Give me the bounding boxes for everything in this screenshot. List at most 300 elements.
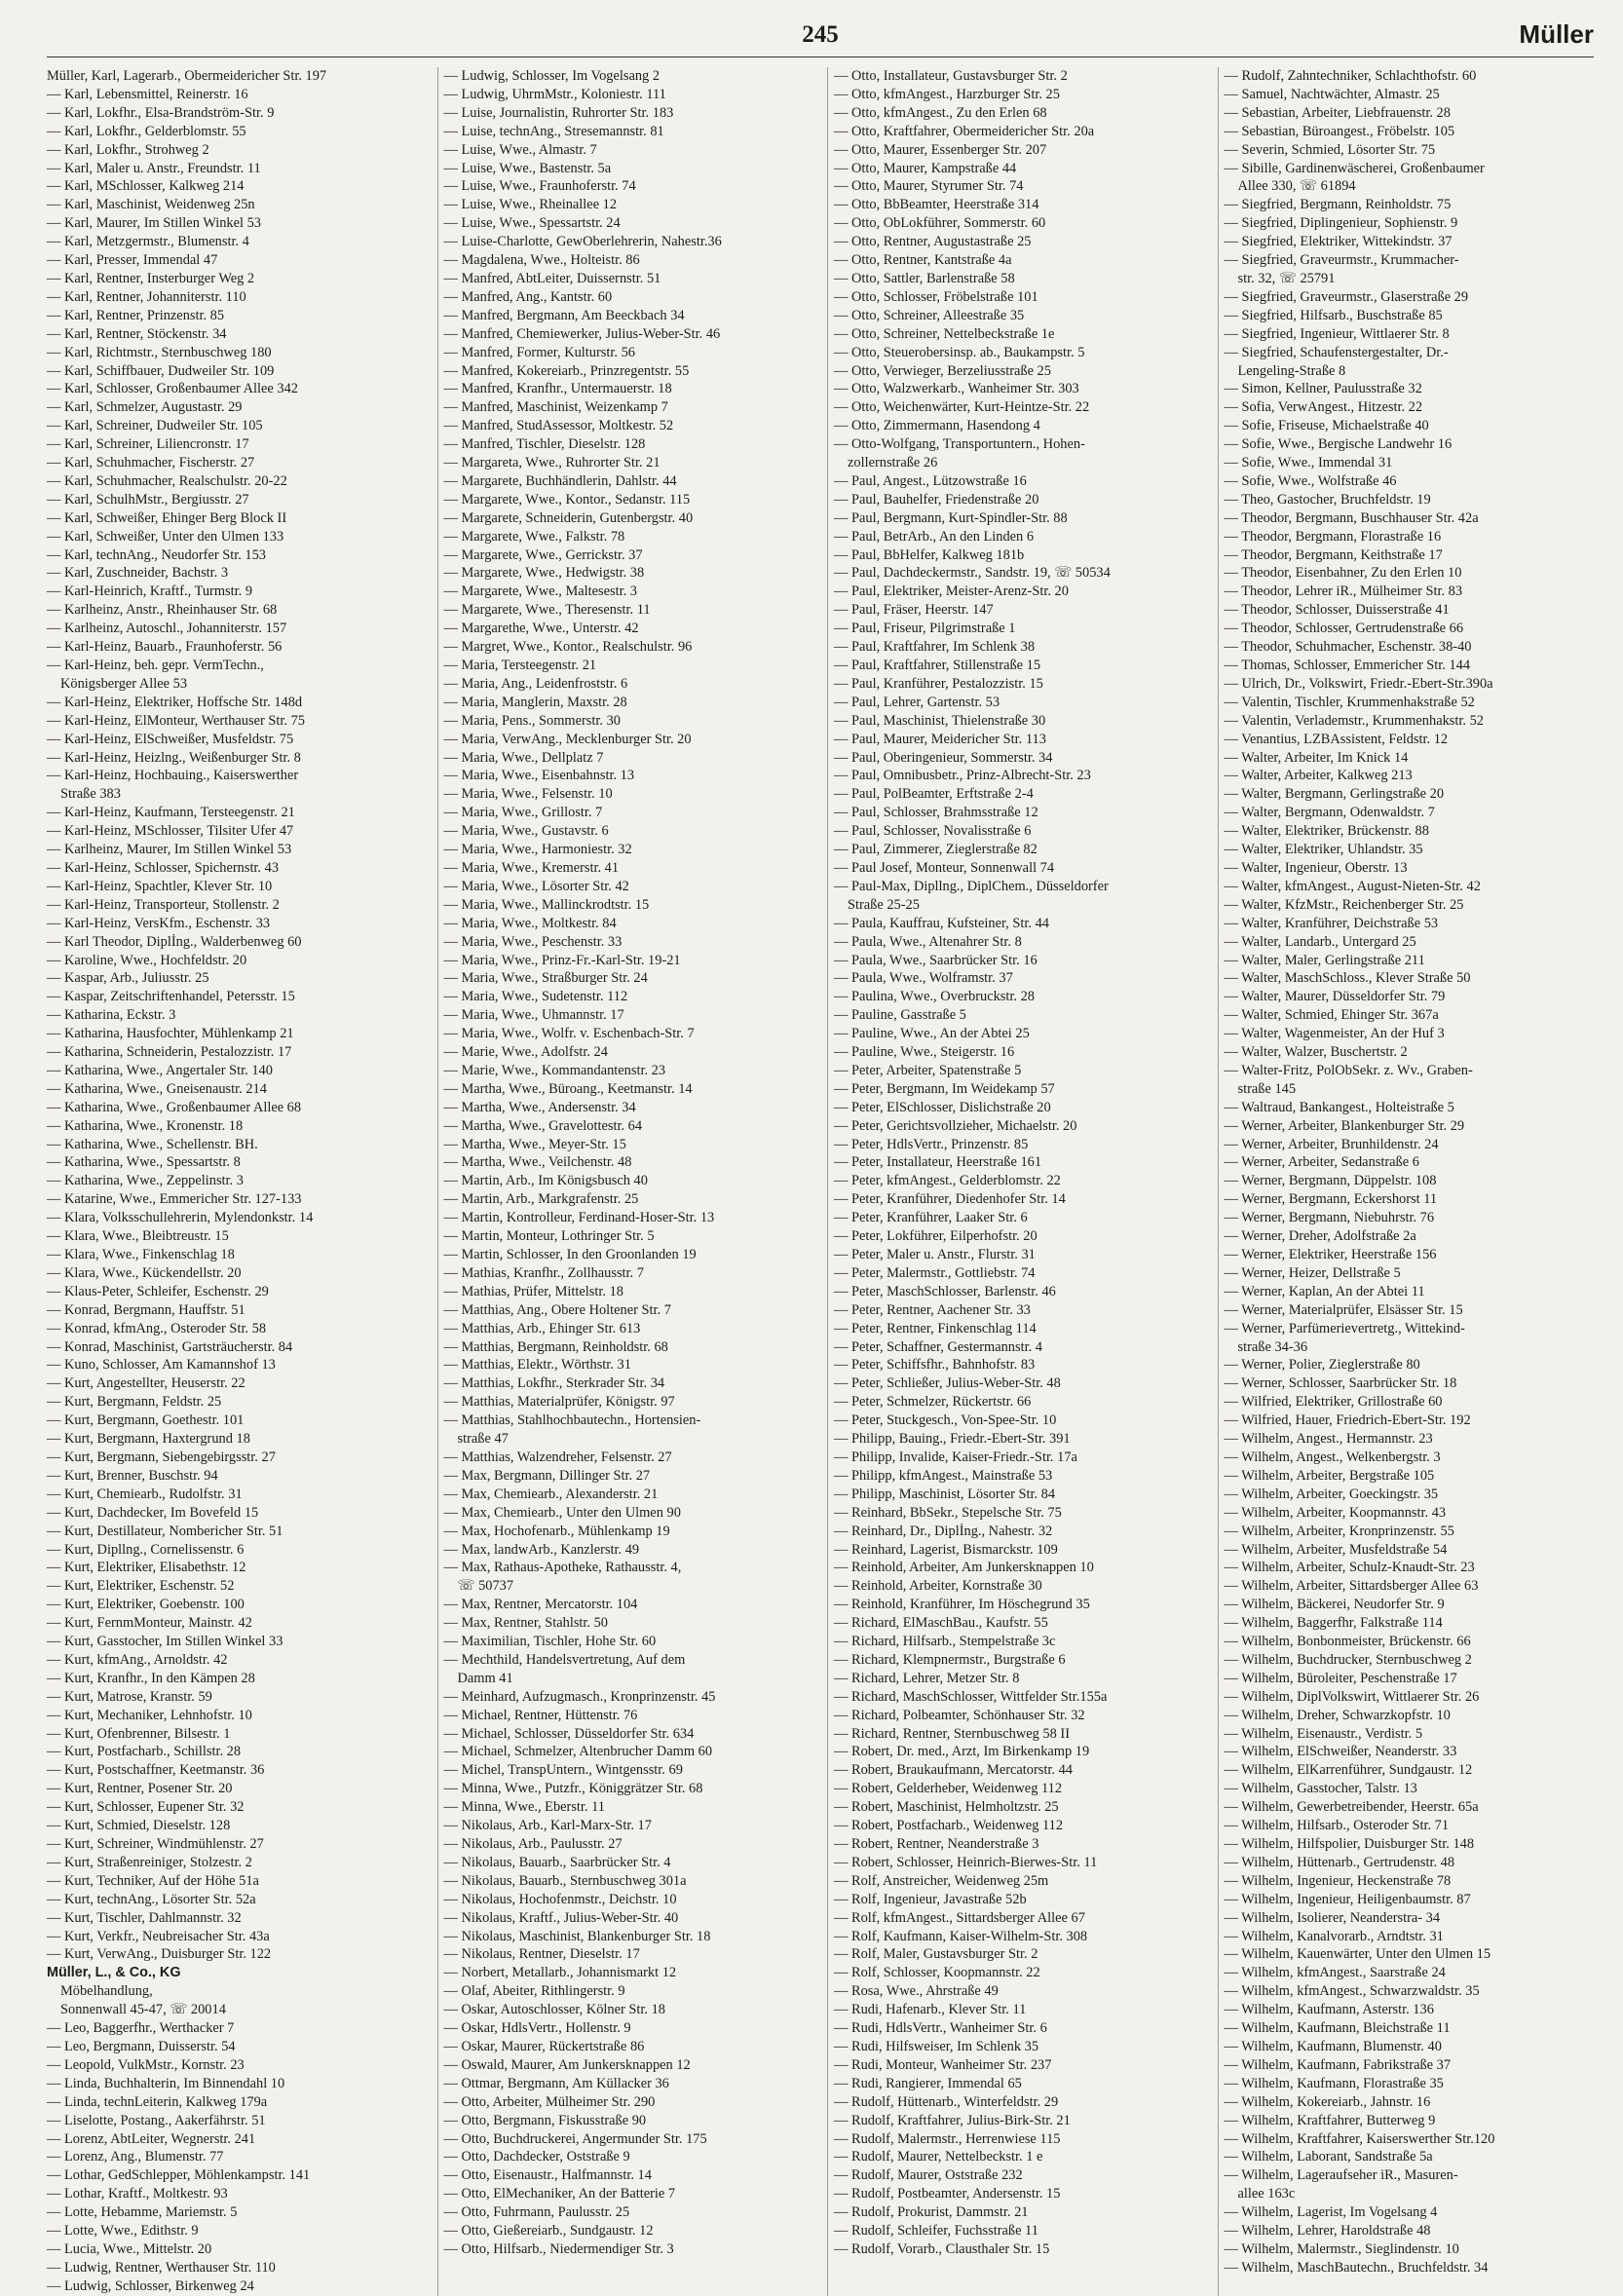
directory-entry: — Peter, Installateur, Heerstraße 161 <box>834 1154 1042 1171</box>
directory-entry: — Pauline, Wwe., An der Abtei 25 <box>834 1026 1030 1042</box>
directory-entry: — Ulrich, Dr., Volkswirt, Friedr.-Ebert-Str.390a <box>1224 675 1493 692</box>
directory-entry: — Reinhard, Lagerist, Bismarckstr. 109 <box>834 1541 1058 1558</box>
entry-continuation: Damm 41 <box>457 1670 513 1686</box>
directory-entry: — Kurt, Angestellter, Heuserstr. 22 <box>47 1375 245 1392</box>
directory-entry: — Peter, Rentner, Aachener Str. 33 <box>834 1301 1031 1318</box>
directory-entry: — Kurt, Destillateur, Nombericher Str. 51 <box>47 1523 283 1539</box>
directory-entry: — Wilfried, Hauer, Friedrich-Ebert-Str. 192 <box>1224 1412 1471 1429</box>
directory-entry: — Wilfried, Elektriker, Grillostraße 60 <box>1224 1394 1443 1411</box>
directory-entry: — Peter, Stuckgesch., Von-Spee-Str. 10 <box>834 1412 1057 1429</box>
directory-entry: — Oskar, Autoschlosser, Kölner Str. 18 <box>443 2002 665 2018</box>
entry-continuation: allee 163c <box>1237 2186 1296 2202</box>
running-head: Müller <box>1519 19 1594 49</box>
directory-entry: — Martha, Wwe., Büroang., Keetmanstr. 14 <box>443 1080 693 1097</box>
directory-entry: — Robert, Rentner, Neanderstraße 3 <box>834 1836 1039 1852</box>
directory-entry: — Karl, Schuhmacher, Fischerstr. 27 <box>47 455 255 471</box>
directory-entry: — Wilhelm, Malermstr., Sieglindenstr. 10 <box>1224 2240 1459 2257</box>
directory-entry: — Kurt, Techniker, Auf der Höhe 51a <box>47 1872 259 1889</box>
directory-entry: — Rudolf, Hüttenarb., Winterfeldstr. 29 <box>834 2093 1059 2110</box>
directory-entry: — Walter, Maler, Gerlingstraße 211 <box>1224 952 1425 968</box>
directory-entry: — Kurt, Postfacharb., Schillstr. 28 <box>47 1744 242 1760</box>
directory-entry: — Karoline, Wwe., Hochfeldstr. 20 <box>47 952 247 968</box>
directory-entry: — Siegfried, Graveurmstr., Krummacher- <box>1224 252 1459 269</box>
directory-entry: — Nikolaus, Maschinist, Blankenburger Str. 18 <box>443 1928 711 1944</box>
directory-entry: — Martin, Kontrolleur, Ferdinand-Hoser-Str. 13 <box>443 1210 715 1226</box>
directory-entry: — Klara, Wwe., Finkenschlag 18 <box>47 1247 235 1262</box>
directory-entry: — Wilhelm, Laborant, Sandstraße 5a <box>1224 2149 1433 2165</box>
directory-entry: — Paul, BetrArb., An den Linden 6 <box>834 528 1035 545</box>
entry-continuation: Straße 25-25 <box>848 896 920 913</box>
directory-entry: — Katharina, Wwe., Zeppelinstr. 3 <box>47 1173 244 1189</box>
directory-entry: — Theodor, Lehrer iR., Mülheimer Str. 83 <box>1224 583 1463 600</box>
directory-entry: — Luise-Charlotte, GewOberlehrerin, Nahestr.36 <box>443 234 722 250</box>
directory-entry: — Max, Chemiearb., Alexanderstr. 21 <box>443 1486 659 1502</box>
directory-entry: — Richard, ElMaschBau., Kaufstr. 55 <box>834 1615 1048 1632</box>
directory-entry: — Wilhelm, kfmAngest., Saarstraße 24 <box>1224 1965 1446 1981</box>
directory-entry: — Otto, Sattler, Barlenstraße 58 <box>834 270 1015 286</box>
directory-entry: — Paul, Kraftfahrer, Im Schlenk 38 <box>834 639 1036 656</box>
directory-entry: — Nikolaus, Hochofenmstr., Deichstr. 10 <box>443 1891 677 1907</box>
directory-entry: — Rosa, Wwe., Ahrstraße 49 <box>834 1983 999 2000</box>
directory-entry: — Kurt, Elektriker, Elisabethstr. 12 <box>47 1560 246 1576</box>
directory-entry: — Rolf, Kaufmann, Kaiser-Wilhelm-Str. 308 <box>834 1928 1088 1944</box>
directory-entry: — Richard, Polbeamter, Schönhauser Str. 32 <box>834 1707 1085 1723</box>
directory-entry: — Konrad, kfmAng., Osteroder Str. 58 <box>47 1320 267 1336</box>
page-number: 245 <box>802 21 839 48</box>
directory-entry: — Kurt, Tischler, Dahlmannstr. 32 <box>47 1909 242 1926</box>
directory-entry: — Oskar, HdlsVertr., Hollenstr. 9 <box>443 2020 631 2037</box>
directory-entry: — Karl, Lokfhr., Strohweg 2 <box>47 141 209 158</box>
directory-entry: — Maria, VerwAng., Mecklenburger Str. 20 <box>443 731 692 747</box>
entry-continuation: zollernstraße 26 <box>848 455 938 471</box>
directory-entry: — Karl, Lokfhr., Gelderblomstr. 55 <box>47 123 246 139</box>
directory-entry: — Paula, Wwe., Altenahrer Str. 8 <box>834 933 1022 950</box>
directory-entry: — Theodor, Eisenbahner, Zu den Erlen 10 <box>1224 565 1462 582</box>
directory-entry: — Karl-Heinz, ElMonteur, Werthauser Str. 75 <box>47 712 305 729</box>
directory-entry: — Peter, Schaffner, Gestermannstr. 4 <box>834 1338 1042 1355</box>
directory-entry: — Margarete, Wwe., Falkstr. 78 <box>443 528 625 545</box>
directory-entry: — Karl, MSchlosser, Kalkweg 214 <box>47 178 245 195</box>
directory-entry: — Walter, Maurer, Düsseldorfer Str. 79 <box>1224 989 1446 1005</box>
directory-entry: — Kurt, Schmied, Dieselstr. 128 <box>47 1818 231 1834</box>
directory-entry: — Wilhelm, Kaufmann, Florastraße 35 <box>1224 2075 1444 2091</box>
directory-entry: — Manfred, Ang., Kantstr. 60 <box>443 288 613 305</box>
directory-entry: — Wilhelm, Lageraufseher iR., Masuren- <box>1224 2167 1458 2184</box>
directory-entry: — Maria, Wwe., Gustavstr. 6 <box>443 823 609 840</box>
directory-entry: — Karl-Heinz, beh. gepr. VermTechn., <box>47 658 264 673</box>
directory-entry: — Rudi, Hilfsweiser, Im Schlenk 35 <box>834 2038 1039 2054</box>
directory-page <box>47 19 1594 2294</box>
directory-entry: — Luise, Wwe., Almastr. 7 <box>443 141 597 158</box>
directory-entry: — Wilhelm, kfmAngest., Schwarzwaldstr. 35 <box>1224 1983 1480 2000</box>
directory-entry: — Philipp, Maschinist, Lösorter Str. 84 <box>834 1486 1056 1502</box>
directory-entry: — Paul, Angest., Lützowstraße 16 <box>834 472 1027 489</box>
directory-entry: — Thomas, Schlosser, Emmericher Str. 144 <box>1224 658 1471 673</box>
directory-entry: — Otto, Maurer, Essenberger Str. 207 <box>834 141 1047 158</box>
directory-entry: — Paula, Kauffrau, Kufsteiner, Str. 44 <box>834 915 1049 931</box>
directory-entry: — Karl-Heinz, ElSchweißer, Musfeldstr. 75 <box>47 731 294 747</box>
directory-entry: — Simon, Kellner, Paulusstraße 32 <box>1224 381 1422 397</box>
directory-entry: — Walter, Elektriker, Uhlandstr. 35 <box>1224 842 1423 858</box>
directory-entry: — Kurt, VerwAng., Duisburger Str. 122 <box>47 1946 272 1963</box>
directory-entry: — Walter, Arbeiter, Kalkweg 213 <box>1224 768 1413 784</box>
directory-entry: — Werner, Bergmann, Eckershorst 11 <box>1224 1191 1438 1208</box>
directory-entry: — Kurt, Bergmann, Siebengebirgsstr. 27 <box>47 1449 276 1465</box>
directory-entry: — Theodor, Schuhmacher, Eschenstr. 38-40 <box>1224 639 1472 656</box>
directory-entry: — Kaspar, Zeitschriftenhandel, Petersstr. 15 <box>47 989 295 1005</box>
directory-entry: — Rolf, Maler, Gustavsburger Str. 2 <box>834 1946 1038 1963</box>
directory-entry: — Nikolaus, Bauarb., Sternbuschweg 301a <box>443 1872 687 1889</box>
directory-entry: — Otto, Rentner, Kantstraße 4a <box>834 252 1012 269</box>
directory-entry: — Manfred, Kranfhr., Untermauerstr. 18 <box>443 381 672 397</box>
directory-entry: — Otto, Schreiner, Alleestraße 35 <box>834 307 1025 323</box>
directory-entry: — Siegfried, Hilfsarb., Buschstraße 85 <box>1224 307 1443 323</box>
directory-entry: — Paul, Kranführer, Pestalozzistr. 15 <box>834 675 1043 692</box>
directory-entry: — Robert, Schlosser, Heinrich-Bierwes-Str. 11 <box>834 1854 1098 1870</box>
directory-entry: — Karl-Heinz, MSchlosser, Tilsiter Ufer 47 <box>47 823 294 840</box>
directory-entry: — Kurt, Bergmann, Goethestr. 101 <box>47 1412 245 1429</box>
directory-entry: — Paul Josef, Monteur, Sonnenwall 74 <box>834 859 1055 876</box>
directory-entry: — Werner, Schlosser, Saarbrücker Str. 18 <box>1224 1375 1457 1392</box>
directory-entry: — Rudolf, Postbeamter, Andersenstr. 15 <box>834 2186 1061 2202</box>
directory-entry: — Karl, technAng., Neudorfer Str. 153 <box>47 546 267 563</box>
entry-continuation: Möbelhandlung, <box>60 1983 153 2000</box>
directory-entry: — Theodor, Bergmann, Florastraße 16 <box>1224 528 1442 545</box>
directory-entry: — Wilhelm, Angest., Welkenbergstr. 3 <box>1224 1449 1441 1465</box>
directory-entry: — Luise, Wwe., Rheinallee 12 <box>443 197 618 213</box>
directory-entry: — Peter, ElSchlosser, Dislichstraße 20 <box>834 1099 1051 1115</box>
directory-entry: — Kurt, Verkfr., Neubreisacher Str. 43a <box>47 1928 270 1944</box>
directory-entry: — Maria, Wwe., Harmoniestr. 32 <box>443 842 632 858</box>
directory-entry: — Kurt, Dipllng., Cornelissenstr. 6 <box>47 1541 245 1558</box>
directory-entry: — Luise, technAng., Stresemannstr. 81 <box>443 123 664 139</box>
directory-entry: — Max, Chemiearb., Unter den Ulmen 90 <box>443 1504 681 1521</box>
directory-entry: — Maria, Wwe., Wolfr. v. Eschenbach-Str. 7 <box>443 1026 695 1042</box>
directory-entry: — Rolf, Schlosser, Koopmannstr. 22 <box>834 1965 1040 1981</box>
directory-entry: — Katharina, Wwe., Gneisenaustr. 214 <box>47 1080 267 1097</box>
directory-entry: — Katharina, Wwe., Spessartstr. 8 <box>47 1154 241 1171</box>
directory-entry: — Werner, Dreher, Adolfstraße 2a <box>1224 1228 1416 1245</box>
directory-entry: — Siegfried, Elektriker, Wittekindstr. 37 <box>1224 234 1453 250</box>
directory-entry: — Ludwig, Schlosser, Im Vogelsang 2 <box>443 68 661 84</box>
directory-entry: — Samuel, Nachtwächter, Almastr. 25 <box>1224 86 1440 102</box>
directory-entry: — Wilhelm, Kaufmann, Fabrikstraße 37 <box>1224 2056 1452 2073</box>
directory-entry: — Otto, Weichenwärter, Kurt-Heintze-Str. 22 <box>834 399 1090 416</box>
directory-entry: — Wilhelm, Hüttenarb., Gertrudenstr. 48 <box>1224 1854 1455 1870</box>
directory-entry: — Walter, Arbeiter, Im Knick 14 <box>1224 749 1409 766</box>
directory-entry: — Paul, Kraftfahrer, Stillenstraße 15 <box>834 658 1041 673</box>
directory-entry: — Paul, Friseur, Pilgrimstraße 1 <box>834 621 1016 637</box>
directory-entry: — Paul, Bergmann, Kurt-Spindler-Str. 88 <box>834 509 1068 526</box>
directory-entry: — Lotte, Wwe., Edithstr. 9 <box>47 2223 199 2240</box>
directory-entry: — Margret, Wwe., Kontor., Realschulstr. 96 <box>443 639 693 656</box>
directory-entry: — Nikolaus, Arb., Karl-Marx-Str. 17 <box>443 1818 652 1834</box>
directory-entry: — Otto, Dachdecker, Oststraße 9 <box>443 2149 630 2165</box>
directory-entry: — Lotte, Hebamme, Mariemstr. 5 <box>47 2204 238 2221</box>
directory-entry: — Walter, Bergmann, Gerlingstraße 20 <box>1224 786 1445 803</box>
directory-entry: — Karl-Heinz, Schlosser, Spichernstr. 43 <box>47 859 280 876</box>
entry-continuation: ☏ 50737 <box>457 1578 514 1595</box>
directory-entry: — Luise, Journalistin, Ruhrorter Str. 183 <box>443 104 674 121</box>
directory-entry: — Wilhelm, Büroleiter, Peschenstraße 17 <box>1224 1670 1457 1686</box>
directory-entry: — Matthias, Elektr., Wörthstr. 31 <box>443 1357 631 1374</box>
directory-entry: — Wilhelm, Kokereiarb., Jahnstr. 16 <box>1224 2093 1431 2110</box>
directory-entry: — Matthias, Materialprüfer, Königstr. 97 <box>443 1394 675 1411</box>
directory-entry: — Theodor, Bergmann, Buschhauser Str. 42a <box>1224 509 1479 526</box>
directory-column <box>1218 67 1595 2296</box>
directory-entry: — Max, Rathaus-Apotheke, Rathausstr. 4, <box>443 1560 682 1576</box>
directory-entry: — Karl, Maler u. Anstr., Freundstr. 11 <box>47 160 261 176</box>
directory-entry: — Linda, technLeiterin, Kalkweg 179a <box>47 2093 268 2110</box>
directory-entry: — Walter, kfmAngest., August-Nieten-Str. 42 <box>1224 878 1481 894</box>
directory-entry: — Ludwig, Rentner, Werthauser Str. 110 <box>47 2259 276 2276</box>
directory-entry: — Karlheinz, Autoschl., Johanniterstr. 157 <box>47 621 287 637</box>
directory-entry: — Karl, SchulhMstr., Bergiusstr. 27 <box>47 491 249 508</box>
directory-entry: — Paul, PolBeamter, Erftstraße 2-4 <box>834 786 1034 803</box>
directory-entry: — Kurt, Dachdecker, Im Bovefeld 15 <box>47 1504 259 1521</box>
directory-entry: — Wilhelm, Arbeiter, Musfeldstraße 54 <box>1224 1541 1448 1558</box>
directory-entry: — Theodor, Schlosser, Duisserstraße 41 <box>1224 602 1450 619</box>
directory-entry: — Otto, Walzwerkarb., Wanheimer Str. 303 <box>834 381 1079 397</box>
directory-entry: — Theo, Gastocher, Bruchfeldstr. 19 <box>1224 491 1431 508</box>
directory-entry: — Luise, Wwe., Spessartstr. 24 <box>443 215 621 232</box>
directory-entry: — Wilhelm, Baggerfhr, Falkstraße 114 <box>1224 1615 1443 1632</box>
directory-entry: — Karl, Zuschneider, Bachstr. 3 <box>47 565 229 582</box>
directory-entry: — Klaus-Peter, Schleifer, Eschenstr. 29 <box>47 1283 269 1299</box>
directory-entry: — Robert, Maschinist, Helmholtzstr. 25 <box>834 1799 1059 1816</box>
directory-entry: — Lothar, GedSchlepper, Möhlenkampstr. 141 <box>47 2167 311 2184</box>
directory-entry: — Walter, Landarb., Untergard 25 <box>1224 933 1416 950</box>
directory-entry: — Rudolf, Kraftfahrer, Julius-Birk-Str. 21 <box>834 2112 1071 2128</box>
directory-entry: — Werner, Arbeiter, Blankenburger Str. 29 <box>1224 1117 1465 1134</box>
firm-entry: Müller, L., & Co., KG <box>47 1965 181 1981</box>
directory-entry: — Wilhelm, Ingenieur, Heckenstraße 78 <box>1224 1872 1452 1889</box>
directory-entry: — Paula, Wwe., Saarbrücker Str. 16 <box>834 952 1038 968</box>
directory-entry: — Michael, Schlosser, Düsseldorfer Str. 634 <box>443 1725 695 1742</box>
directory-entry: — Karl, Richtmstr., Sternbuschweg 180 <box>47 344 272 360</box>
directory-entry: — Philipp, Invalide, Kaiser-Friedr.-Str. 17a <box>834 1449 1077 1465</box>
directory-entry: — Wilhelm, Angest., Hermannstr. 23 <box>1224 1431 1433 1448</box>
directory-entry: — Paul, Maschinist, Thielenstraße 30 <box>834 712 1046 729</box>
directory-entry: — Margarete, Buchhändlerin, Dahlstr. 44 <box>443 472 677 489</box>
entry-continuation: Straße 383 <box>60 786 121 803</box>
directory-entry: — Margareta, Wwe., Ruhrorter Str. 21 <box>443 455 661 471</box>
directory-entry: — Karl, Schiffbauer, Dudweiler Str. 109 <box>47 362 275 379</box>
directory-entry: — Lothar, Kraftf., Moltkestr. 93 <box>47 2186 228 2202</box>
directory-entry: — Karl, Rentner, Stöckenstr. 34 <box>47 325 227 342</box>
directory-entry: — Maria, Wwe., Mallinckrodtstr. 15 <box>443 896 650 913</box>
directory-entry: — Walter, Ingenieur, Oberstr. 13 <box>1224 859 1408 876</box>
directory-entry: — Oswald, Maurer, Am Junkersknappen 12 <box>443 2056 691 2073</box>
directory-entry: — Karl-Heinz, Spachtler, Klever Str. 10 <box>47 878 273 894</box>
directory-entry: — Manfred, Bergmann, Am Beeckbach 34 <box>443 307 685 323</box>
directory-entry: — Margarethe, Wwe., Unterstr. 42 <box>443 621 639 637</box>
directory-entry: — Paul, Bauhelfer, Friedenstraße 20 <box>834 491 1039 508</box>
directory-entry: — Paul, BbHelfer, Kalkweg 181b <box>834 546 1025 563</box>
directory-entry: — Manfred, Tischler, Dieselstr. 128 <box>443 436 646 453</box>
directory-entry: — Sofie, Wwe., Bergische Landwehr 16 <box>1224 436 1453 453</box>
directory-entry: — Walter, Kranführer, Deichstraße 53 <box>1224 915 1439 931</box>
directory-entry: — Otto, Arbeiter, Mülheimer Str. 290 <box>443 2093 656 2110</box>
directory-entry: — Kurt, Bergmann, Haxtergrund 18 <box>47 1431 250 1448</box>
directory-entry: — Pauline, Wwe., Steigerstr. 16 <box>834 1044 1015 1061</box>
directory-entry: — Matthias, Arb., Ehinger Str. 613 <box>443 1320 641 1336</box>
directory-entry: — Robert, Braukaufmann, Mercatorstr. 44 <box>834 1762 1073 1779</box>
directory-entry: — Severin, Schmied, Lösorter Str. 75 <box>1224 141 1436 158</box>
directory-entry: — Ludwig, Schlosser, Birkenweg 24 <box>47 2277 254 2294</box>
entry-continuation: straße 47 <box>457 1431 509 1448</box>
directory-entry: — Peter, Schiffsfhr., Bahnhofstr. 83 <box>834 1357 1036 1374</box>
directory-entry: — Werner, Arbeiter, Sedanstraße 6 <box>1224 1154 1419 1171</box>
directory-entry: — Wilhelm, Lagerist, Im Vogelsang 4 <box>1224 2204 1438 2221</box>
directory-entry: — Karl, Schuhmacher, Realschulstr. 20-22 <box>47 472 287 489</box>
directory-entry: — Paula, Wwe., Wolframstr. 37 <box>834 970 1013 987</box>
directory-entry: — Wilhelm, Arbeiter, Kronprinzenstr. 55 <box>1224 1523 1454 1539</box>
directory-entry: — Peter, Arbeiter, Spatenstraße 5 <box>834 1062 1022 1078</box>
directory-entry: — Rolf, kfmAngest., Sittardsberger Allee 67 <box>834 1909 1085 1926</box>
directory-entry: — Paul, Dachdeckermstr., Sandstr. 19, ☏ 50534 <box>834 565 1111 582</box>
directory-entry: — Kurt, Schreiner, Windmühlenstr. 27 <box>47 1836 264 1852</box>
directory-entry: — Siegfried, Diplingenieur, Sophienstr. 9 <box>1224 215 1458 232</box>
directory-entry: — Wilhelm, Kaufmann, Asterstr. 136 <box>1224 2002 1434 2018</box>
directory-entry: — Luise, Wwe., Fraunhoferstr. 74 <box>443 178 636 195</box>
directory-entry: — Richard, Klempnermstr., Burgstraße 6 <box>834 1651 1066 1668</box>
directory-entry: — Paul-Max, Dipllng., DiplChem., Düsseldorfer <box>834 878 1109 894</box>
entry-continuation: Sonnenwall 45-47, ☏ 20014 <box>60 2002 226 2018</box>
directory-entry: — Maria, Wwe., Felsenstr. 10 <box>443 786 613 803</box>
directory-entry: — Wilhelm, Arbeiter, Schulz-Knaudt-Str. 23 <box>1224 1560 1475 1576</box>
directory-entry: — Wilhelm, Dreher, Schwarzkopfstr. 10 <box>1224 1707 1451 1723</box>
directory-entry: — Maria, Wwe., Kremerstr. 41 <box>443 859 620 876</box>
directory-entry: — Karl, Schreiner, Liliencronstr. 17 <box>47 436 249 453</box>
directory-entry: — Peter, Schmelzer, Rückertstr. 66 <box>834 1394 1032 1411</box>
directory-entry: — Maria, Tersteegenstr. 21 <box>443 658 597 673</box>
directory-entry: — Karl-Heinz, Bauarb., Fraunhoferstr. 56 <box>47 639 283 656</box>
directory-entry: — Robert, Gelderheber, Weidenweg 112 <box>834 1781 1063 1797</box>
directory-entry: — Otto, Bergmann, Fiskusstraße 90 <box>443 2112 647 2128</box>
directory-entry: — Martin, Arb., Im Königsbusch 40 <box>443 1173 648 1189</box>
directory-entry: — Reinhold, Kranführer, Im Höschegrund 35 <box>834 1597 1090 1613</box>
directory-entry: — Katharina, Eckstr. 3 <box>47 1007 176 1024</box>
directory-entry: — Werner, Elektriker, Heerstraße 156 <box>1224 1247 1437 1262</box>
directory-entry: — Margarete, Wwe., Gerrickstr. 37 <box>443 546 643 563</box>
directory-entry: — Otto, Rentner, Augustastraße 25 <box>834 234 1032 250</box>
directory-entry: — Reinhard, Dr., Diplİng., Nahestr. 32 <box>834 1523 1053 1539</box>
directory-entry: — Peter, MaschSchlosser, Barlenstr. 46 <box>834 1283 1056 1299</box>
directory-entry: — Katharina, Schneiderin, Pestalozzistr. 17 <box>47 1044 292 1061</box>
directory-entry: — Philipp, kfmAngest., Mainstraße 53 <box>834 1467 1053 1484</box>
directory-entry: — Peter, Kranführer, Laaker Str. 6 <box>834 1210 1028 1226</box>
directory-entry: — Wilhelm, Hilfspolier, Duisburger Str. 148 <box>1224 1836 1475 1852</box>
directory-entry: — Peter, Schließer, Julius-Weber-Str. 48 <box>834 1375 1061 1392</box>
directory-entry: — Minna, Wwe., Eberstr. 11 <box>443 1799 605 1816</box>
directory-entry: — Wilhelm, MaschBautechn., Bruchfeldstr. 34 <box>1224 2259 1489 2276</box>
directory-entry: — Margarete, Wwe., Maltesestr. 3 <box>443 583 637 600</box>
directory-entry: — Nikolaus, Kraftf., Julius-Weber-Str. 40 <box>443 1909 679 1926</box>
directory-entry: — Werner, Parfümerievertretg., Wittekind- <box>1224 1320 1465 1336</box>
directory-entry: — Katarine, Wwe., Emmericher Str. 127-133 <box>47 1191 302 1208</box>
directory-entry: — Klara, Wwe., Bleibtreustr. 15 <box>47 1228 229 1245</box>
directory-entry: — Sofie, Wwe., Immendal 31 <box>1224 455 1393 471</box>
directory-entry: — Katharina, Hausfochter, Mühlenkamp 21 <box>47 1026 294 1042</box>
directory-entry: — Matthias, Walzendreher, Felsenstr. 27 <box>443 1449 672 1465</box>
directory-entry: — Kurt, Rentner, Posener Str. 20 <box>47 1781 233 1797</box>
directory-entry: — Michel, TranspUntern., Wintgensstr. 69 <box>443 1762 683 1779</box>
directory-entry: — Kurt, Elektriker, Eschenstr. 52 <box>47 1578 235 1595</box>
directory-entry: — Matthias, Bergmann, Reinholdstr. 68 <box>443 1338 668 1355</box>
directory-entry: — Walter, Bergmann, Odenwaldstr. 7 <box>1224 805 1435 821</box>
directory-entry: — Otto, Installateur, Gustavsburger Str. 2 <box>834 68 1068 84</box>
directory-entry: — Paul, Schlosser, Brahmsstraße 12 <box>834 805 1038 821</box>
directory-entry: — Kaspar, Arb., Juliusstr. 25 <box>47 970 209 987</box>
directory-entry: — Wilhelm, Kanalvorarb., Arndtstr. 31 <box>1224 1928 1444 1944</box>
directory-entry: — Theodor, Schlosser, Gertrudenstraße 66 <box>1224 621 1464 637</box>
directory-entry: — Peter, kfmAngest., Gelderblomstr. 22 <box>834 1173 1061 1189</box>
directory-entry: — Sibille, Gardinenwäscherei, Großenbaumer <box>1224 160 1485 176</box>
directory-entry: — Margarete, Wwe., Theresenstr. 11 <box>443 602 651 619</box>
directory-entry: — Olaf, Abeiter, Rithlingerstr. 9 <box>443 1983 625 2000</box>
directory-entry: — Wilhelm, Kaufmann, Blumenstr. 40 <box>1224 2038 1442 2054</box>
directory-entry: — Karl, Lokfhr., Elsa-Brandström-Str. 9 <box>47 104 275 121</box>
directory-entry: — Karlheinz, Maurer, Im Stillen Winkel 53 <box>47 842 292 858</box>
directory-entry: — Richard, MaschSchlosser, Wittfelder Str.155a <box>834 1688 1108 1705</box>
directory-entry: — Werner, Heizer, Dellstraße 5 <box>1224 1264 1401 1281</box>
directory-entry: — Kurt, Postschaffner, Keetmanstr. 36 <box>47 1762 265 1779</box>
directory-entry: — Wilhelm, ElSchweißer, Neanderstr. 33 <box>1224 1744 1457 1760</box>
directory-entry: — Rolf, Ingenieur, Javastraße 52b <box>834 1891 1027 1907</box>
directory-column <box>47 67 424 2296</box>
directory-entry: — Paul, Schlosser, Novalisstraße 6 <box>834 823 1032 840</box>
directory-column <box>437 67 814 2296</box>
directory-entry: — Otto, Buchdruckerei, Angermunder Str. 175 <box>443 2130 707 2147</box>
directory-entry: — Marie, Wwe., Adolfstr. 24 <box>443 1044 608 1061</box>
directory-entry: — Max, Rentner, Stahlstr. 50 <box>443 1615 608 1632</box>
directory-entry: — Konrad, Maschinist, Gartsträucherstr. 84 <box>47 1338 293 1355</box>
directory-entry: — Matthias, Lokfhr., Sterkrader Str. 34 <box>443 1375 665 1392</box>
directory-entry: — Rudi, Rangierer, Immendal 65 <box>834 2075 1022 2091</box>
directory-entry: — Siegfried, Bergmann, Reinholdstr. 75 <box>1224 197 1452 213</box>
directory-entry: — Kuno, Schlosser, Am Kamannshof 13 <box>47 1357 276 1374</box>
entry-continuation: straße 145 <box>1237 1080 1297 1097</box>
directory-entry: — Wilhelm, Arbeiter, Koopmannstr. 43 <box>1224 1504 1447 1521</box>
directory-entry: — Karl-Heinz, Hochbauing., Kaiserswerther <box>47 768 299 784</box>
directory-entry: — Max, Rentner, Mercatorstr. 104 <box>443 1597 638 1613</box>
directory-entry: — Sofie, Friseuse, Michaelstraße 40 <box>1224 418 1429 434</box>
directory-entry: — Walter, Elektriker, Brückenstr. 88 <box>1224 823 1429 840</box>
directory-entry: — Wilhelm, Bäckerei, Neudorfer Str. 9 <box>1224 1597 1445 1613</box>
directory-entry: — Leopold, VulkMstr., Kornstr. 23 <box>47 2056 245 2073</box>
directory-entry: — Wilhelm, Bonbonmeister, Brückenstr. 66 <box>1224 1634 1471 1650</box>
directory-entry: — Otto-Wolfgang, Transportuntern., Hohen- <box>834 436 1085 453</box>
directory-entry: — Otto, Fuhrmann, Paulusstr. 25 <box>443 2204 630 2221</box>
directory-entry: — Kurt, technAng., Lösorter Str. 52a <box>47 1891 256 1907</box>
directory-entry: — Maria, Wwe., Moltkestr. 84 <box>443 915 617 931</box>
directory-entry: — Rudi, Hafenarb., Klever Str. 11 <box>834 2002 1027 2018</box>
directory-entry: — Walter, Schmied, Ehinger Str. 367a <box>1224 1007 1439 1024</box>
directory-entry: — Margarete, Wwe., Kontor., Sedanstr. 115 <box>443 491 691 508</box>
directory-entry: — Rolf, Anstreicher, Weidenweg 25m <box>834 1872 1049 1889</box>
directory-entry: — Otto, ElMechaniker, An der Batterie 7 <box>443 2186 676 2202</box>
directory-entry: — Wilhelm, Eisenaustr., Verdistr. 5 <box>1224 1725 1423 1742</box>
directory-entry: — Leo, Baggerfhr., Werthacker 7 <box>47 2020 235 2037</box>
directory-entry: — Wilhelm, Isolierer, Neanderstra- 34 <box>1224 1909 1441 1926</box>
directory-entry: — Maria, Wwe., Prinz-Fr.-Karl-Str. 19-21 <box>443 952 681 968</box>
directory-entry: — Matthias, Stahlhochbautechn., Hortensien- <box>443 1412 701 1429</box>
directory-entry: — Kurt, Matrose, Kranstr. 59 <box>47 1688 212 1705</box>
directory-entry: — Martha, Wwe., Andersenstr. 34 <box>443 1099 636 1115</box>
directory-entry: — Valentin, Verlademstr., Krummenhakstr. 52 <box>1224 712 1484 729</box>
directory-entry: — Kurt, Schlosser, Eupener Str. 32 <box>47 1799 245 1816</box>
